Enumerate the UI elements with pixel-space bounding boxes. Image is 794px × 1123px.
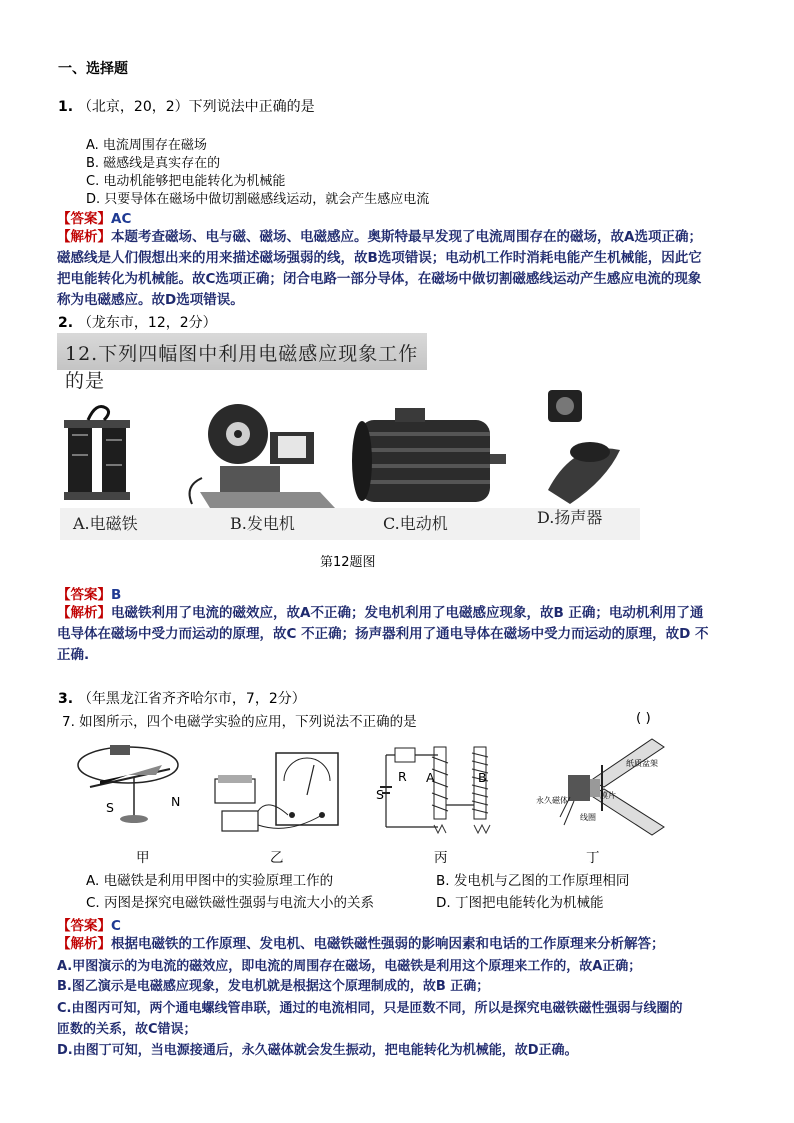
q2-number: 2. (58, 315, 74, 331)
q3-membrane-label: 膜片 (600, 791, 616, 800)
q1-option-d: D. 只要导体在磁场中做切割磁感线运动，就会产生感应电流 (86, 192, 430, 207)
q3-explanation-tag: 【解析】 (57, 936, 111, 952)
q3-option-d: D. 丁图把电能转化为机械能 (436, 895, 604, 911)
q3-explanation-line: C.由图丙可知，两个通电螺线管串联，通过的电流相同，只是匝数不同，所以是探究电磁铁磁性强弱与线圈的 (57, 1001, 683, 1016)
q1-option-a: A. 电流周围存在磁场 (86, 138, 207, 153)
q2-answer-tag: 【答案】 (57, 587, 111, 603)
q2-photo-stem (57, 333, 427, 392)
q1-explanation-line: 磁感线是人们假想出来的用来描述磁场强弱的线，故B选项错误；电动机工作时消耗电能产生机械能，因此它 (57, 250, 702, 266)
q2-image-label-b: B.发电机 (230, 514, 295, 533)
q1-option-c: C. 电动机能够把电能转化为机械能 (86, 174, 286, 189)
q3-compass-s-label: S (106, 800, 114, 815)
q3-resistor-label: R (398, 769, 407, 784)
q3-answer-bracket: ( ) (636, 710, 651, 726)
motor-image (352, 408, 506, 502)
q2-source: （龙东市，12，2分） (77, 315, 217, 331)
series-electromagnets-diagram (380, 747, 490, 833)
q2-image-label-c: C.电动机 (383, 514, 448, 533)
q3-explanation-line: A.甲图演示的为电流的磁效应，即电流的周围存在磁场，电磁铁是利用这个原理来工作的，故A正确； (57, 959, 642, 974)
q1-explanation-line: 本题考查磁场、电与磁、磁场、电磁感应。奥斯特最早发现了电流周围存在的磁场，故A选项正确； (111, 229, 702, 245)
q3-figure-label-yi: 乙 (270, 850, 284, 866)
q2-heading (58, 312, 217, 332)
section-title: 一、选择题 (58, 61, 128, 77)
q1-heading (58, 96, 315, 116)
q3-compass-n-label: N (171, 794, 181, 809)
q1-number: 1. (58, 99, 74, 115)
q3-coil-label: 线圈 (580, 813, 596, 822)
q3-figure-label-bing: 丙 (434, 850, 448, 866)
q3-heading (58, 688, 306, 708)
q1-explanation-tag: 【解析】 (57, 229, 111, 245)
generator-image (190, 404, 335, 508)
q2-answer (57, 583, 121, 603)
q3-explanation-line: 匝数的关系，故C错误； (57, 1022, 197, 1037)
q3-explanation-line: 根据电磁铁的工作原理、发电机、电磁铁磁性强弱的影响因素和电话的工作原理来分析解答； (111, 936, 665, 952)
q1-answer (57, 207, 131, 227)
q1-explanation-line: 把电能转化为机械能。故C选项正确；闭合电路一部分导体，在磁场中做切割磁感线运动产生感应电流的现象 (57, 271, 702, 287)
q3-option-b: B. 发电机与乙图的工作原理相同 (436, 873, 630, 889)
q3-photo-stem: 7. 如图所示，四个电磁学实验的应用，下列说法不正确的是 (62, 714, 417, 730)
induction-experiment-diagram (215, 753, 338, 831)
q3-frame-label: 纸质盆架 (626, 759, 658, 768)
q3-option-a: A. 电磁铁是利用甲图中的实验原理工作的 (86, 873, 334, 889)
q3-number: 3. (58, 691, 74, 707)
loudspeaker-image (548, 390, 620, 504)
q1-explanation-line: 称为电磁感应。故D选项错误。 (57, 292, 244, 308)
oersted-experiment-diagram (78, 745, 181, 823)
q1-answer-tag: 【答案】 (57, 211, 111, 227)
q3-answer (57, 914, 121, 934)
q2-explanation-line: 电磁铁利用了电流的磁效应，故A不正确；发电机利用了电磁感应现象，故B 正确；电动机利用了通 (111, 605, 704, 621)
q2-photo-stem-text: 12.下列四幅图中利用电磁感应现象工作的是 (65, 343, 419, 392)
q3-coil-a-label: A (426, 770, 435, 785)
q3-answer-value: C (111, 918, 121, 934)
q2-image-label-d: D.扬声器 (537, 508, 603, 527)
electromagnet-image (64, 407, 130, 501)
q2-explanation-tag: 【解析】 (57, 605, 111, 621)
q3-figure-label-ding: 丁 (586, 850, 600, 866)
q3-figure-label-jia: 甲 (136, 850, 150, 866)
q3-explanation-line: B.图乙演示是电磁感应现象，发电机就是根据这个原理制成的，故B 正确； (57, 979, 490, 994)
q2-explanation (57, 603, 747, 666)
q3-magnet-label: 永久磁体 (536, 796, 568, 805)
q1-explanation (57, 227, 747, 311)
q2-image-label-a: A.电磁铁 (73, 514, 138, 533)
q3-source: （年黑龙江省齐齐哈尔市，7，2分） (77, 691, 306, 707)
q1-option-b: B. 磁感线是真实存在的 (86, 156, 221, 171)
q2-explanation-line: 正确. (57, 647, 90, 663)
q2-figure-caption: 第12题图 (320, 555, 376, 570)
receiver-diagram (560, 739, 664, 835)
q1-source: （北京，20，2） (77, 99, 189, 115)
q3-explanation-line: D.由图丁可知，当电源接通后，永久磁体就会发生振动，把电能转化为机械能，故D正确。 (57, 1043, 578, 1058)
q3-explanation (57, 934, 747, 955)
q2-explanation-line: 电导体在磁场中受力而运动的原理，故C 不正确；扬声器利用了通电导体在磁场中受力而运动的原理，故D 不 (57, 626, 709, 642)
q3-coil-b-label: B (478, 770, 487, 785)
q1-answer-value: AC (111, 211, 132, 227)
q1-stem: 下列说法中正确的是 (188, 99, 315, 115)
q2-answer-value: B (111, 587, 122, 603)
q3-battery-label: S (376, 787, 384, 802)
q3-option-c: C. 丙图是探究电磁铁磁性强弱与电流大小的关系 (86, 895, 375, 911)
q3-answer-tag: 【答案】 (57, 918, 111, 934)
